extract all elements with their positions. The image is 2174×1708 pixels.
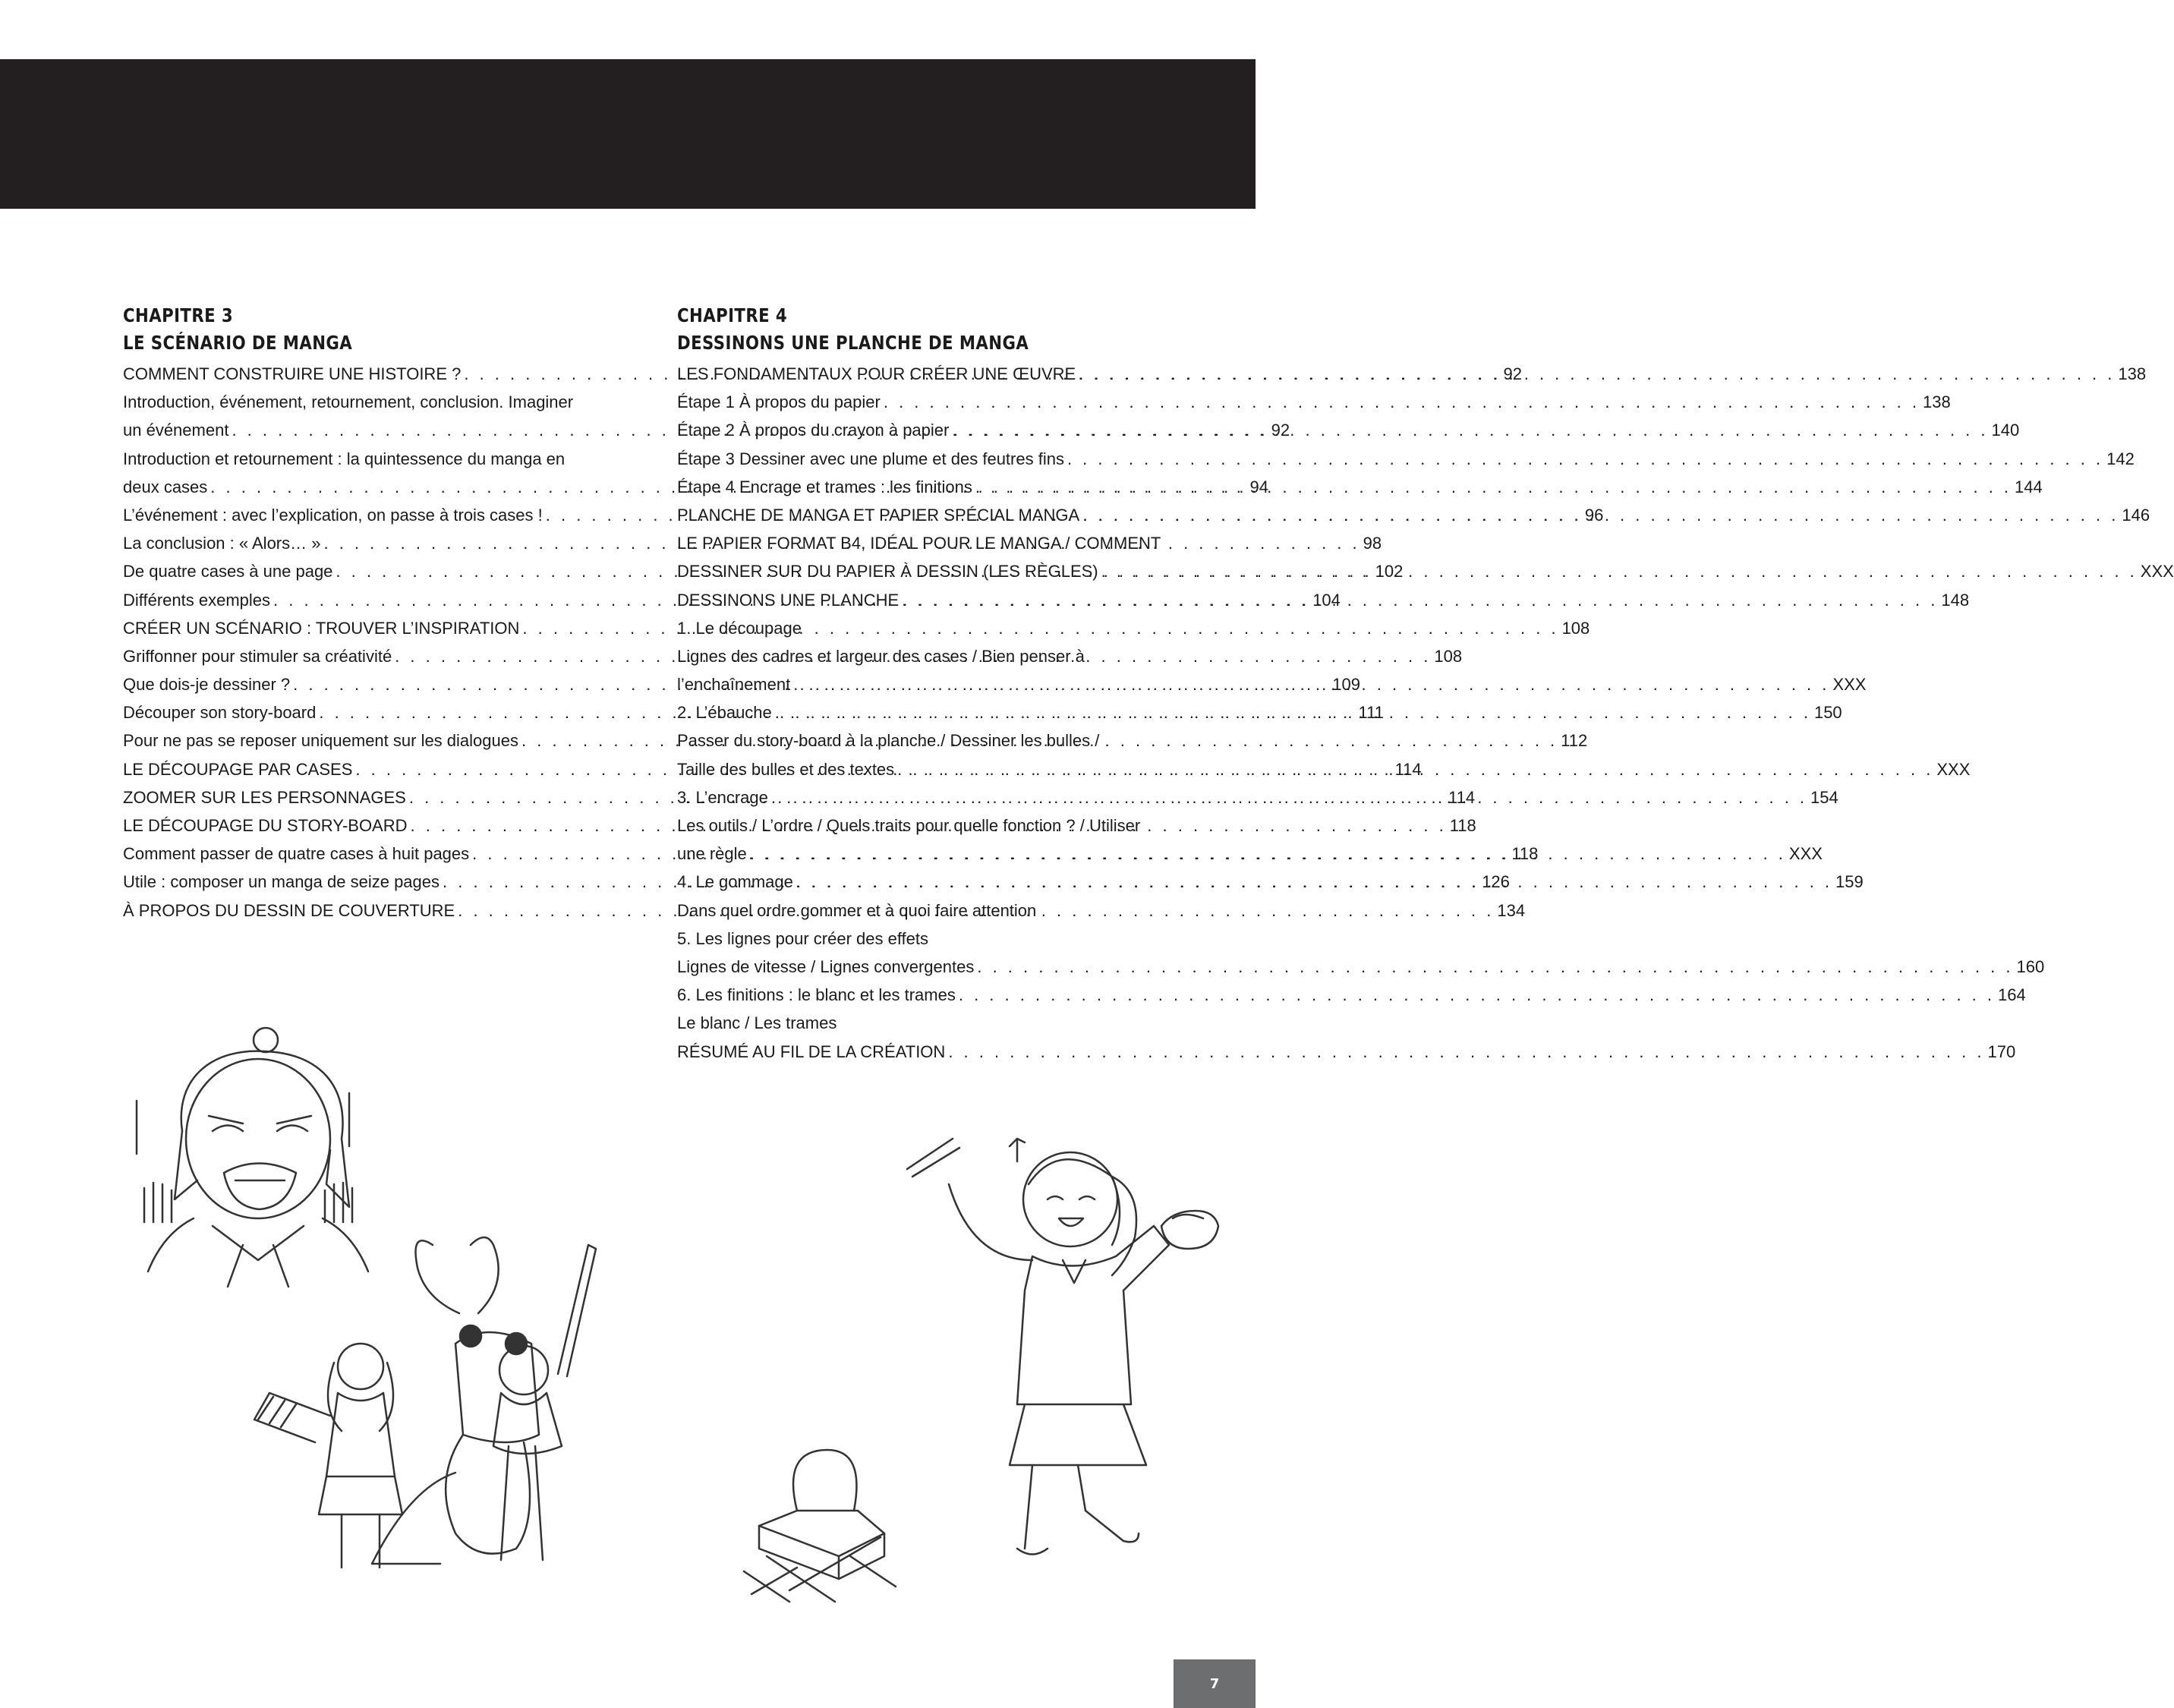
toc-entry[interactable]: LE DÉCOUPAGE PAR CASES . . . 114: [123, 755, 578, 783]
toc-entry[interactable]: 2. L’ébauche . . . 150: [677, 698, 1133, 726]
toc-entry[interactable]: Lignes de vitesse / Lignes convergentes . . . 160: [677, 953, 1133, 981]
manga-illustration-happy-girl: [903, 1116, 1252, 1571]
toc-entry[interactable]: PLANCHE DE MANGA ET PAPIER SPÉCIAL MANGA . . . 146: [677, 501, 1133, 529]
toc-entry[interactable]: Étape 3 Dessiner avec une plume et des feutres fins . . . 142: [677, 445, 1133, 473]
toc-entry[interactable]: CRÉER UN SCÉNARIO : TROUVER L’INSPIRATION . . . 108: [123, 614, 578, 642]
toc-entry[interactable]: Étape 2 À propos du crayon à papier . . . 140: [677, 416, 1133, 444]
toc-entry[interactable]: l’enchaînement . . . XXX: [677, 670, 1133, 698]
chapter-title: DESSINONS UNE PLANCHE DE MANGA: [677, 332, 1029, 354]
toc-entry[interactable]: 3. L’encrage . . . 154: [677, 783, 1133, 811]
toc-entry[interactable]: Taille des bulles et des textes . . . XXX: [677, 755, 1133, 783]
toc-entry: 5. Les lignes pour créer des effets: [677, 928, 929, 948]
toc-entry[interactable]: De quatre cases à une page . . . 102: [123, 557, 578, 585]
toc-entry[interactable]: deux cases . . . 94: [123, 473, 578, 501]
header-band: [0, 59, 1256, 209]
chapter-title: LE SCÉNARIO DE MANGA: [123, 332, 353, 354]
toc-entry[interactable]: DESSINER SUR DU PAPIER À DESSIN (LES RÈGLES) . . . XXX: [677, 557, 1133, 585]
toc-entry[interactable]: une règle . . . XXX: [677, 840, 1133, 868]
page-number-tab: 7: [1174, 1659, 1256, 1708]
toc-entry: Le blanc / Les trames: [677, 1013, 837, 1033]
manga-illustration-group-scene: [250, 1230, 645, 1579]
toc-entry[interactable]: La conclusion : « Alors… » . . . 98: [123, 529, 578, 557]
toc-entry[interactable]: L’événement : avec l’explication, on passe à trois cases ! . . . 96: [123, 501, 578, 529]
toc-entry: Introduction, événement, retournement, conclusion. Imaginer: [123, 392, 574, 412]
toc-entry[interactable]: Comment passer de quatre cases à huit pages . . . 118: [123, 840, 578, 868]
manga-illustration-stone-stamp: [744, 1442, 896, 1602]
toc-entry[interactable]: À PROPOS DU DESSIN DE COUVERTURE . . . 134: [123, 897, 578, 925]
toc-entry[interactable]: Pour ne pas se reposer uniquement sur les dialogues . . . 112: [123, 726, 578, 755]
toc-entry[interactable]: DESSINONS UNE PLANCHE . . . 148: [677, 586, 1133, 614]
chapter-number: CHAPITRE 4: [677, 304, 788, 326]
toc-entry[interactable]: RÉSUMÉ AU FIL DE LA CRÉATION . . . 170: [677, 1038, 1133, 1066]
toc-entry[interactable]: ZOOMER SUR LES PERSONNAGES . . . 114: [123, 783, 578, 811]
toc-entry[interactable]: Étape 1 À propos du papier . . . 138: [677, 388, 1133, 416]
toc-entry[interactable]: Que dois-je dessiner ? . . . 109: [123, 670, 578, 698]
toc-entry[interactable]: Griffonner pour stimuler sa créativité . . . 108: [123, 642, 578, 670]
toc-entry: LE PAPIER FORMAT B4, IDÉAL POUR LE MANGA / COMMENT: [677, 534, 1161, 553]
toc-entry[interactable]: LES FONDAMENTAUX POUR CRÉER UNE ŒUVRE . . . 138: [677, 360, 1133, 388]
chapter-number: CHAPITRE 3: [123, 304, 234, 326]
toc-entry[interactable]: Découper son story-board . . . 111: [123, 698, 578, 726]
toc-entry: Lignes des cadres et largeur des cases / Bien penser à: [677, 646, 1085, 666]
toc-entry[interactable]: un événement . . . 92: [123, 416, 578, 444]
toc-entry[interactable]: 6. Les finitions : le blanc et les trames . . . 164: [677, 981, 1133, 1009]
toc-entry: Introduction et retournement : la quintessence du manga en: [123, 449, 566, 468]
toc-entry[interactable]: Étape 4 Encrage et trames : les finitions . . . 144: [677, 473, 1133, 501]
toc-entry: Dans quel ordre gommer et à quoi faire attention: [677, 900, 1037, 920]
toc-entry[interactable]: LE DÉCOUPAGE DU STORY-BOARD . . . 118: [123, 811, 578, 840]
toc-entry[interactable]: Utile : composer un manga de seize pages . . . 126: [123, 868, 578, 896]
toc-entry: 1. Le découpage: [677, 618, 802, 638]
toc-entry: Les outils / L’ordre / Quels traits pour quelle fonction ? / Utiliser: [677, 816, 1141, 835]
toc-entry[interactable]: 4. Le gommage . . . 159: [677, 868, 1133, 896]
toc-entry: Passer du story-board à la planche / Dessiner les bulles /: [677, 731, 1100, 751]
toc-entry[interactable]: COMMENT CONSTRUIRE UNE HISTOIRE ? . . . 92: [123, 360, 578, 388]
toc-entry[interactable]: Différents exemples . . . 104: [123, 586, 578, 614]
